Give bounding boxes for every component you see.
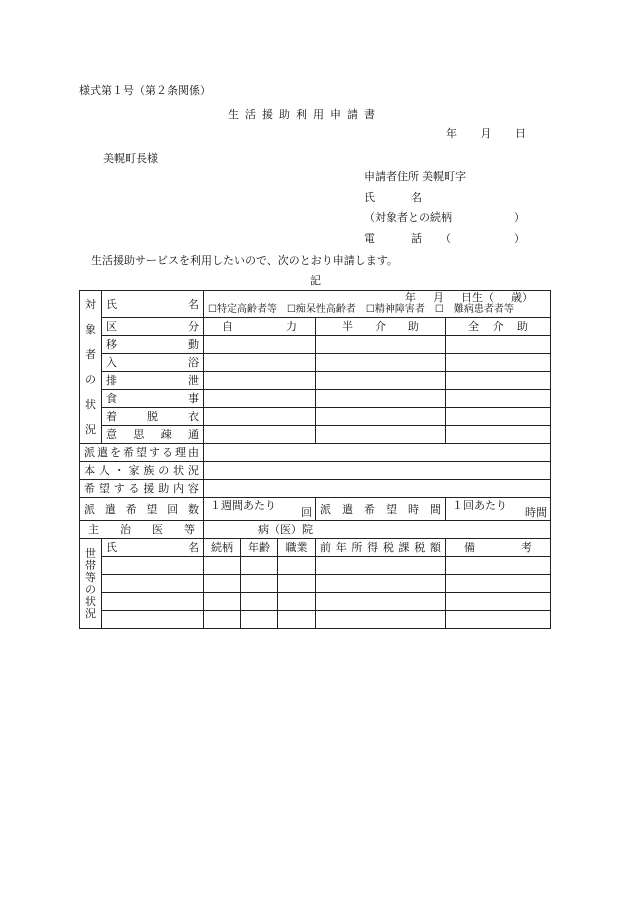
household-cell[interactable]: [446, 611, 551, 629]
household-remarks-header: [446, 539, 551, 557]
label-char: 氏: [106, 541, 117, 554]
hours-value[interactable]: [446, 498, 551, 521]
label-char: 助: [517, 320, 528, 333]
date-year: 年: [446, 127, 457, 140]
hospital-text: 病（医）院: [258, 523, 313, 536]
form-number: 様式第１号（第２条関係）: [79, 84, 211, 97]
label-char: 意: [106, 428, 117, 441]
label-char: 内: [173, 482, 185, 495]
label-char: 人: [98, 464, 110, 477]
level-cell[interactable]: [204, 372, 316, 390]
label-char: 疎: [160, 428, 172, 441]
page-title: 生活援助利用申請書: [228, 108, 381, 121]
household-cell[interactable]: [102, 593, 204, 611]
household-cell[interactable]: [241, 557, 278, 575]
date-day: 日: [515, 127, 526, 140]
family-situation-label: [80, 462, 204, 480]
household-cell[interactable]: [204, 557, 241, 575]
level-cell[interactable]: [316, 390, 446, 408]
label-char: 食: [106, 392, 117, 405]
label-char: 理: [175, 446, 186, 459]
label-char: 派: [84, 502, 95, 516]
vchar: 況: [85, 423, 96, 436]
label-char: 全: [468, 320, 479, 333]
vchar: 世: [85, 546, 96, 560]
per-time-text: １回あたり: [452, 499, 507, 512]
label-char: 思: [133, 428, 145, 441]
relation-label: （対象者との続柄: [364, 211, 452, 224]
household-cell[interactable]: [316, 557, 446, 575]
label-char: 事: [188, 392, 199, 405]
label-char: 泄: [188, 374, 199, 387]
household-cell[interactable]: [446, 593, 551, 611]
label-char: 容: [187, 482, 199, 495]
birth-part: 日生（: [461, 291, 494, 304]
activity-communication: [102, 426, 204, 444]
household-name-header: [102, 539, 204, 557]
vchar: 状: [85, 398, 96, 411]
label-char: 衣: [188, 410, 199, 423]
label-char: 況: [187, 464, 199, 477]
vchar: 対: [85, 298, 96, 311]
label-char: 医: [152, 523, 163, 536]
vchar: の: [85, 582, 96, 596]
label-char: 名: [188, 297, 199, 311]
support-content-value[interactable]: [204, 480, 551, 498]
name-label-cell: [102, 291, 204, 318]
label-char: 時: [408, 502, 419, 516]
level-header-hankaijo: [316, 318, 446, 336]
label-char: の: [158, 464, 170, 477]
label-char: 名: [188, 541, 199, 554]
phone-close: ）: [514, 232, 525, 245]
applicant-address-value[interactable]: 美幌町字: [422, 170, 466, 183]
label-char: 排: [106, 374, 117, 387]
label-char: 遣: [97, 446, 108, 459]
phone-label: [364, 230, 422, 246]
activity-toilet: [102, 372, 204, 390]
name-value-cell[interactable]: [204, 291, 551, 318]
label-char: 得: [367, 541, 379, 554]
label-char: 自: [222, 320, 233, 333]
label-char: 介: [375, 320, 386, 333]
level-header-jiriki: [204, 318, 316, 336]
birth-line: [405, 292, 533, 304]
label-char: 間: [430, 502, 441, 516]
intro-text: 生活援助サービスを利用したいので、次のとおり申請します。: [91, 254, 398, 267]
vchar: 等: [85, 570, 96, 584]
times-unit: 回: [301, 506, 312, 519]
label-char: 入: [106, 356, 117, 369]
label-char: 家: [128, 464, 140, 477]
level-cell[interactable]: [204, 336, 316, 354]
vchar: 況: [85, 606, 96, 620]
label-char: 数: [187, 502, 199, 516]
phone-open: （: [440, 232, 451, 245]
level-header-zenkaijo: [446, 318, 551, 336]
per-week-text: １週間あたり: [210, 499, 276, 512]
label-char: 遣: [342, 502, 353, 516]
hours-unit: 時間: [525, 506, 548, 519]
household-cell[interactable]: [278, 557, 316, 575]
support-content-label: [80, 480, 204, 498]
label-char: 考: [521, 541, 533, 554]
household-cell[interactable]: [241, 611, 278, 629]
hours-label: [316, 498, 446, 521]
frequency-value[interactable]: [204, 498, 316, 521]
doctor-value[interactable]: [204, 521, 551, 539]
label-char: ・: [113, 464, 125, 477]
label-char: る: [162, 446, 173, 459]
household-cell[interactable]: [204, 593, 241, 611]
label-char: 税: [382, 541, 394, 554]
name-char: 名: [411, 191, 422, 204]
label-char: 希: [84, 482, 95, 495]
household-age-header: 年齢: [241, 539, 278, 557]
label-char: 望: [146, 502, 158, 516]
level-cell[interactable]: [316, 372, 446, 390]
label-char: 年: [335, 541, 347, 554]
vchar: の: [85, 373, 96, 386]
label-char: 助: [158, 482, 170, 495]
birth-part: 歳）: [511, 291, 533, 304]
label-char: 由: [188, 446, 199, 459]
label-char: 治: [120, 523, 131, 536]
activity-meal: [102, 390, 204, 408]
household-cell[interactable]: [278, 593, 316, 611]
activity-bath: [102, 354, 204, 372]
label-char: 介: [492, 320, 504, 333]
household-cell[interactable]: [241, 575, 278, 593]
label-char: す: [149, 446, 160, 459]
label-char: 助: [408, 320, 419, 333]
household-cell[interactable]: [446, 557, 551, 575]
category-checkboxes[interactable]: ☐特定高齢者等 ☐痴呆性高齢者 ☐精神障害者 ☐ 難病患者者等: [208, 304, 514, 315]
reason-label: [80, 444, 204, 462]
kubun-label-cell: [102, 318, 204, 336]
label-char: 等: [184, 523, 195, 536]
frequency-label: [80, 498, 204, 521]
activity-dressing: [102, 408, 204, 426]
label-char: 通: [187, 428, 199, 441]
label-char: 半: [342, 320, 353, 333]
addressee: 美幌町長様: [103, 152, 158, 165]
household-cell[interactable]: [102, 575, 204, 593]
label-char: 希: [364, 502, 375, 516]
vchar: 者: [85, 348, 96, 361]
level-cell[interactable]: [204, 354, 316, 372]
birth-part: 年: [405, 291, 416, 304]
birth-part: 月: [433, 291, 444, 304]
household-cell[interactable]: [446, 575, 551, 593]
label-char: 氏: [106, 297, 117, 311]
label-char: 浴: [188, 356, 199, 369]
label-char: 脱: [147, 410, 158, 423]
reason-value[interactable]: [204, 444, 551, 462]
level-cell[interactable]: [446, 408, 551, 426]
household-relation-header: 続柄: [204, 539, 241, 557]
label-char: 望: [98, 482, 110, 495]
level-cell[interactable]: [446, 372, 551, 390]
label-char: 動: [188, 338, 199, 351]
level-cell[interactable]: [316, 408, 446, 426]
label-char: 所: [351, 541, 363, 554]
household-cell[interactable]: [278, 611, 316, 629]
doctor-label: [80, 521, 204, 539]
label-char: 回: [167, 502, 179, 516]
household-cell[interactable]: [278, 575, 316, 593]
vchar: 帯: [85, 558, 96, 572]
household-cell[interactable]: [102, 611, 204, 629]
name-char: 氏: [364, 191, 375, 204]
family-situation-value[interactable]: [204, 462, 551, 480]
label-char: 希: [125, 502, 137, 516]
level-cell[interactable]: [446, 390, 551, 408]
level-cell[interactable]: [316, 354, 446, 372]
date-month: 月: [480, 127, 492, 140]
label-char: 主: [88, 523, 99, 536]
label-char: 遣: [104, 502, 116, 516]
label-char: る: [128, 482, 140, 495]
label-char: 族: [143, 464, 155, 477]
household-cell[interactable]: [316, 611, 446, 629]
target-section-label: [80, 291, 102, 444]
label-char: 望: [136, 446, 147, 459]
level-cell[interactable]: [446, 426, 551, 444]
level-cell[interactable]: [446, 336, 551, 354]
level-cell[interactable]: [316, 336, 446, 354]
label-char: 前: [320, 541, 331, 554]
label-char: を: [110, 446, 121, 459]
relation-close: ）: [514, 211, 525, 224]
household-section-label: [80, 539, 102, 629]
label-char: 派: [84, 446, 95, 459]
label-char: 力: [286, 320, 297, 333]
date-line: [446, 125, 526, 141]
level-cell[interactable]: [446, 354, 551, 372]
vchar: 状: [85, 594, 96, 608]
activity-move: [102, 336, 204, 354]
household-job-header: 職業: [278, 539, 316, 557]
applicant-address-label: 申請者住所: [364, 170, 419, 183]
phone-char: 話: [411, 232, 422, 245]
label-char: 区: [106, 320, 117, 333]
household-cell[interactable]: [316, 593, 446, 611]
label-char: 移: [106, 338, 117, 351]
label-char: 望: [386, 502, 397, 516]
level-cell[interactable]: [316, 426, 446, 444]
level-cell[interactable]: [204, 408, 316, 426]
applicant-name-label: [364, 189, 422, 205]
label-char: 派: [320, 502, 331, 516]
household-cell[interactable]: [241, 593, 278, 611]
level-cell[interactable]: [204, 426, 316, 444]
label-char: 税: [414, 541, 426, 554]
household-cell[interactable]: [204, 611, 241, 629]
label-char: 課: [398, 541, 410, 554]
household-cell[interactable]: [316, 575, 446, 593]
label-char: 分: [188, 320, 199, 333]
label-char: 着: [106, 410, 117, 423]
label-char: す: [113, 482, 125, 495]
label-char: 援: [143, 482, 155, 495]
phone-char: 電: [364, 232, 375, 245]
application-table: [79, 290, 551, 629]
ki-mark: 記: [310, 274, 321, 287]
household-cell[interactable]: [102, 557, 204, 575]
label-char: 本: [84, 464, 95, 477]
label-char: 希: [123, 446, 134, 459]
household-tax-header: [316, 539, 446, 557]
label-char: 額: [429, 541, 441, 554]
level-cell[interactable]: [204, 390, 316, 408]
vchar: 象: [85, 323, 96, 336]
household-cell[interactable]: [204, 575, 241, 593]
label-char: 状: [173, 464, 185, 477]
label-char: 備: [464, 541, 475, 554]
